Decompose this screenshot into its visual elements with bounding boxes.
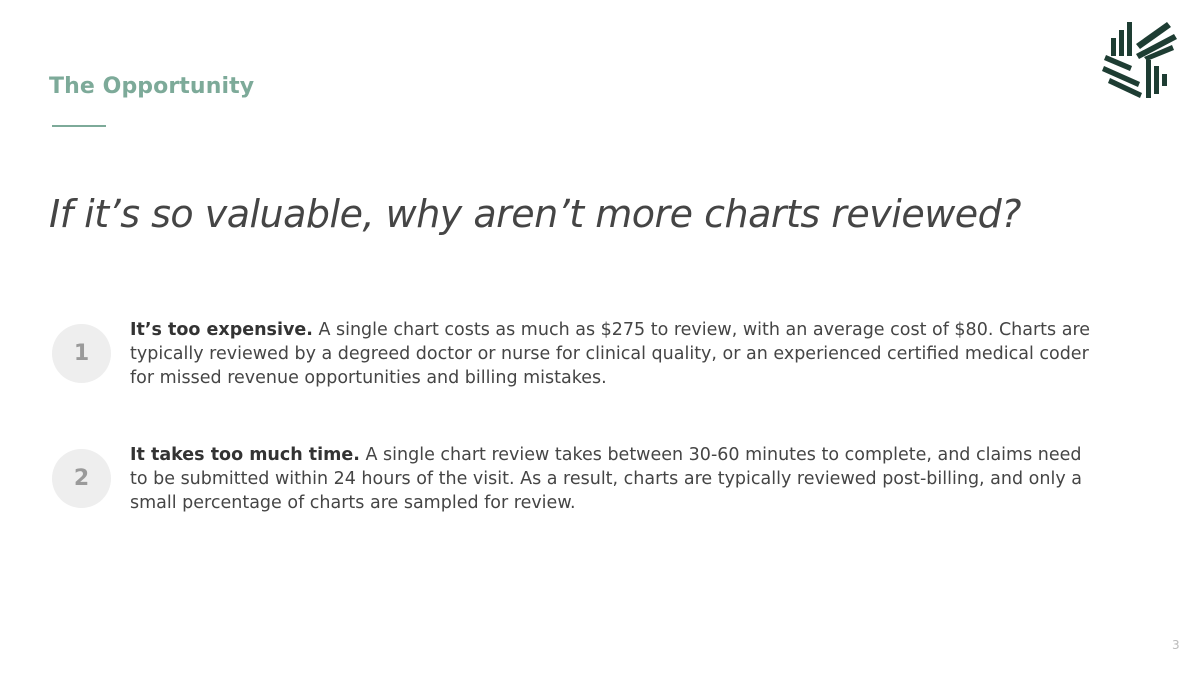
- number-badge: 1: [52, 324, 111, 383]
- item-lead: It’s too expensive.: [130, 320, 313, 340]
- list-item-text: [130, 318, 1100, 390]
- list-item-text: [130, 443, 1100, 515]
- item-body: A single chart review takes between 30-60 minutes to complete, and claims need to be submitted within 24 hours of the visit. As a result, charts are typically reviewed post-billing, and only a small percentage of charts are sampled for review.: [130, 445, 1082, 513]
- number-badge: 2: [52, 449, 111, 508]
- striped-logo-icon: [1100, 14, 1178, 100]
- item-body: A single chart costs as much as $275 to review, with an average cost of $80. Charts are typically reviewed by a degreed doctor or nurse for clinical quality, or an experienced certified medical coder for missed revenue opportunities and billing mistakes.: [130, 320, 1091, 388]
- section-divider: [52, 125, 106, 127]
- section-label: The Opportunity: [49, 74, 255, 99]
- page-number: 3: [1172, 638, 1180, 652]
- slide-headline: If it’s so valuable, why aren’t more charts reviewed?: [49, 192, 1021, 236]
- item-lead: It takes too much time.: [130, 445, 360, 465]
